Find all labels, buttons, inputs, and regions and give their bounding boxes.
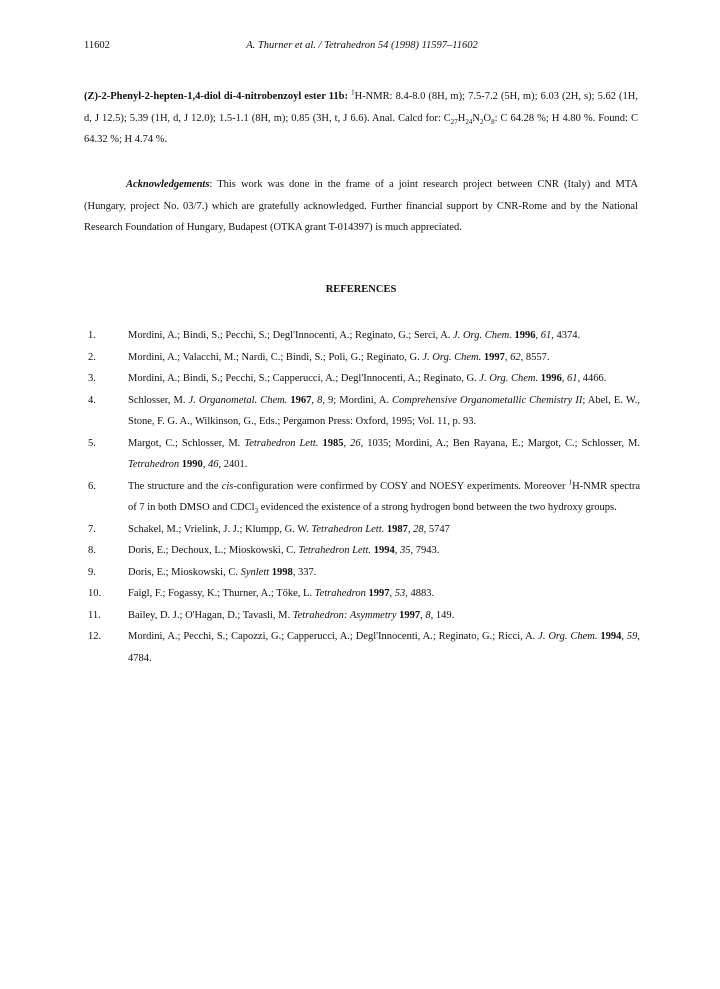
reference-text: Tetrahedron: Asymmetry [292, 609, 397, 621]
reference-text: Mordini, A.; Valacchi, M.; Nardi, C.; Bindi, S.; Poli, G.; Reginato, G. [128, 351, 423, 363]
reference-text: 1987 [386, 523, 408, 535]
reference-item [84, 390, 640, 433]
reference-text: J. Org. Chem. [479, 373, 539, 384]
reference-text: Schlosser, M. [128, 394, 189, 406]
reference-number: 4. [88, 394, 96, 406]
reference-text: Tetrahedron Lett. [311, 523, 385, 535]
reference-text: 53 [394, 588, 406, 599]
compound-name: (Z)-2-Phenyl-2-hepten-1,4-diol di-4-nitrobenzoyl ester 11b [84, 91, 345, 102]
nmr-label: H-NMR: [354, 91, 396, 102]
reference-item [84, 476, 640, 519]
reference-text: Tetrahedron Lett. [298, 545, 372, 556]
reference-number: 8. [88, 545, 96, 556]
reference-text: J. Org. Chem. [422, 351, 482, 363]
reference-text: 1996 [540, 373, 562, 384]
reference-text: 1997 [483, 351, 505, 363]
reference-text: cis [221, 480, 234, 492]
reference-number: 7. [88, 523, 96, 535]
formula: $C_{27}H_{24}N_2O_8$ [443, 112, 495, 126]
reference-text: , 4784. [128, 631, 641, 664]
reference-text: Tetrahedron [314, 588, 366, 599]
reference-text: 3 [254, 507, 259, 516]
reference-number: 3. [88, 373, 96, 384]
reference-text: , [394, 545, 400, 556]
reference-item [84, 605, 640, 627]
compound-characterization: (Z)-2-Phenyl-2-hepten-1,4-diol di-4-nitrobenzoyl ester 11b: $^1$H-NMR: 8.4-8.0 (8H, m); 7.5-7.2 (5H, m); 6.03 (2H, s); 5.62 (1H, d, J 12.5); 5.39 (1H, d, J 12.0); 1.5-1.1 (8H, m); 0.85 (3H, t, J 6.6). Anal. Calcd for: $C_{27}H_{24}N_2O_8$: C 64.28 %; H 4.80 %. Found: C 64.32 %; H 4.74 %. [84, 88, 639, 145]
reference-text: 62 [510, 351, 521, 363]
reference-text: Tetrahedron [128, 459, 180, 470]
reference-text: Bailey, D. J.; O'Hagan, D.; Tavasli, M. [128, 609, 293, 621]
reference-text: 1985 [322, 437, 344, 449]
reference-text: 1997 [368, 588, 390, 599]
reference-text: Margot, C.; Schlosser, M. [128, 437, 245, 449]
reference-text: , [621, 631, 627, 642]
anal-values: : C 64.28 %; H 4.80 %. Found: C 64.32 %; H 4.74 %. [84, 112, 638, 145]
nmr-superscript: 1 [351, 88, 355, 97]
reference-number: 2. [88, 351, 96, 363]
reference-number: 5. [88, 437, 96, 449]
reference-text: , 2401. [218, 459, 248, 470]
reference-number: 9. [88, 566, 96, 578]
reference-text: J. Organometal. Chem. [188, 394, 288, 406]
reference-text: , 8557. [520, 351, 550, 363]
reference-text: 61 [566, 373, 578, 384]
reference-text: Schakel, M.; Vrielink, J. J.; Klumpp, G. W. [128, 523, 312, 535]
reference-item [84, 325, 640, 347]
reference-item [84, 347, 640, 369]
reference-item [84, 626, 640, 669]
reference-item [84, 540, 640, 562]
reference-text: , 9; Mordini, A. [322, 394, 393, 406]
reference-text: evidenced the existence of a strong hydrogen bond between the two hydroxy groups. [258, 502, 617, 513]
reference-text: , [311, 394, 318, 406]
reference-number: 12. [88, 631, 102, 642]
reference-text: Comprehensive Organometallic Chemistry II [392, 394, 583, 406]
reference-text: ; Abel, E. W., Stone, F. G. A., Wilkinson, G., Eds.; Pergamon Press: Oxford, 1995; Vol. 11, p. 93. [128, 394, 641, 427]
reference-text: 1996 [514, 330, 536, 341]
reference-text: 1998 [271, 566, 293, 578]
reference-text: Synlett [240, 566, 270, 578]
reference-text: 8 [317, 394, 323, 406]
acknowledgements [84, 174, 638, 239]
reference-number: 6. [88, 480, 96, 492]
acknowledgements-label: Acknowledgements [126, 179, 210, 190]
reference-text: 35 [399, 545, 411, 556]
reference-item [84, 519, 640, 541]
reference-text: Mordini, A.; Bindi, S.; Pecchi, S.; Capperucci, A.; Degl'Innocenti, A.; Reginato, G. [128, 373, 480, 384]
references-list [84, 325, 640, 669]
reference-text: 8 [425, 609, 431, 621]
reference-text: 1994 [373, 545, 395, 556]
acknowledgements-text: : This work was done in the frame of a joint research project between CNR (Italy) and MTA (Hungary, project No. 03/7.) which are gratefully acknowledged. Further financial support by CNR-Rome and by the National Research Foundation of Hungary, Budapest (OTKA grant T-014397) is much appreciated. [84, 179, 638, 233]
reference-text: Faigl, F.; Fogassy, K.; Thurner, A.; Tőke, L. [128, 588, 315, 599]
reference-text: Tetrahedron Lett. [244, 437, 319, 449]
reference-text: -configuration were confirmed by COSY and NOESY experiments. Moreover [233, 480, 569, 492]
reference-text: , 4374. [551, 330, 581, 341]
reference-text: , [504, 351, 511, 363]
reference-text: 1994 [600, 631, 622, 642]
reference-item [84, 583, 640, 605]
reference-text: , 4883. [405, 588, 435, 599]
reference-text: 61 [540, 330, 552, 341]
reference-text: 1990 [181, 459, 203, 470]
running-title: A. Thurner et al. / Tetrahedron 54 (1998) 11597–11602 [246, 40, 478, 51]
reference-text: 46 [208, 459, 219, 470]
reference-text: 1967 [290, 394, 312, 406]
reference-text: 59 [626, 631, 638, 642]
page-header [84, 40, 640, 54]
reference-text: , 149. [430, 609, 455, 621]
reference-text: , 4466. [577, 373, 607, 384]
reference-text: , [420, 609, 426, 621]
reference-text: , 1035; Mordini, A.; Ben Rayana, E.; Margot, C.; Schlosser, M. [360, 437, 641, 449]
reference-text: J. Org. Chem. [538, 631, 598, 642]
reference-text: Doris, E.; Dechoux, L.; Mioskowski, C. [128, 545, 299, 556]
reference-item [84, 368, 640, 390]
reference-text: , [535, 330, 541, 341]
reference-text: Mordini, A.; Bindi, S.; Pecchi, S.; Degl'Innocenti, A.; Reginato, G.; Serci, A. [128, 330, 454, 341]
reference-text: , 337. [292, 566, 317, 578]
reference-number: 10. [88, 588, 102, 599]
reference-text: Doris, E.; Mioskowski, C. [128, 566, 241, 578]
reference-text: , [389, 588, 395, 599]
page-number: 11602 [84, 40, 110, 51]
reference-text: 28 [413, 523, 424, 535]
reference-item [84, 562, 640, 584]
reference-text: J. Org. Chem. [453, 330, 512, 341]
reference-text: Mordini, A.; Pecchi, S.; Capozzi, G.; Capperucci, A.; Degl'Innocenti, A.; Reginato, G.; Ricci, A. [128, 631, 539, 642]
reference-number: 11. [88, 609, 101, 621]
reference-text: 1997 [399, 609, 421, 621]
reference-number: 1. [88, 330, 96, 341]
reference-text: , [343, 437, 351, 449]
reference-text: , 5747 [423, 523, 450, 535]
anal-prefix: Anal. Calcd for: [369, 112, 444, 124]
reference-text: , [407, 523, 414, 535]
reference-text: , [202, 459, 209, 470]
nmr-data: 8.4-8.0 (8H, m); 7.5-7.2 (5H, m); 6.03 (2H, s); 5.62 (1H, d, J 12.5); 5.39 (1H, d, J 12.0); 1.5-1.1 (8H, m); 0.85 (3H, t, J 6.6). [84, 91, 639, 124]
reference-text: H-NMR spectra of 7 in both DMSO and CDCl [128, 480, 641, 513]
references-heading: REFERENCES [325, 284, 397, 295]
reference-text: , 7943. [410, 545, 440, 556]
reference-text: , [561, 373, 567, 384]
reference-text: 1 [568, 478, 573, 486]
reference-text: 26 [350, 437, 361, 449]
reference-text: The structure and the [128, 480, 222, 492]
reference-item [84, 433, 640, 476]
